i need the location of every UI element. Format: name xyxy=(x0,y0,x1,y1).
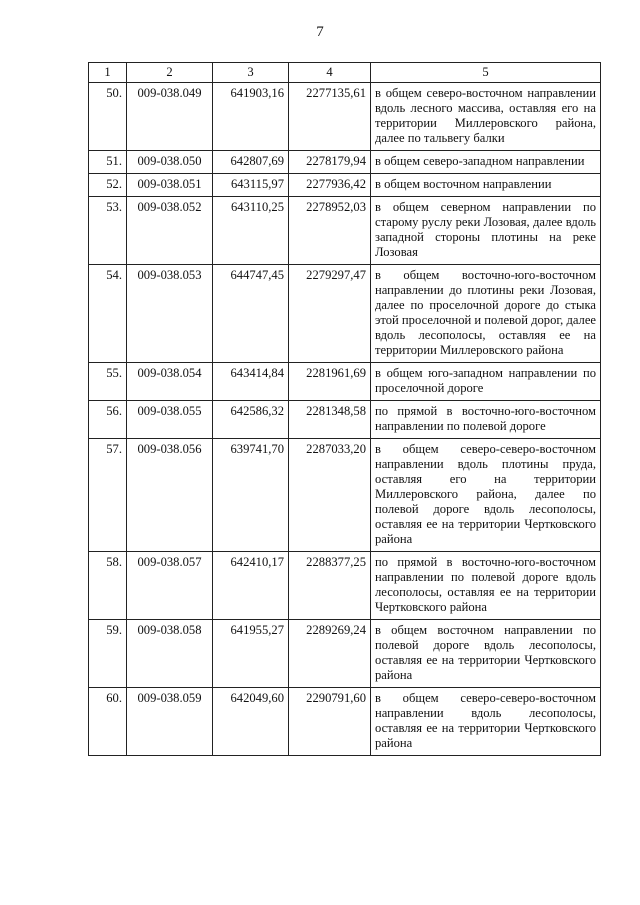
boundary-description: по прямой в восточно-юго-восточном направлении по полевой дороге xyxy=(371,401,601,439)
coordinate-y: 2277135,61 xyxy=(289,83,371,151)
table-row xyxy=(89,83,601,151)
row-number: 57. xyxy=(89,439,127,552)
point-id: 009-038.056 xyxy=(127,439,213,552)
boundary-description: по прямой в восточно-юго-восточном направлении по полевой дороге вдоль лесополосы, оставляя ее на территории Чертковского района xyxy=(371,552,601,620)
coordinate-y: 2288377,25 xyxy=(289,552,371,620)
boundary-description: в общем северо-восточном направлении вдоль лесного массива, оставляя его на территории Миллеровского района, далее по тальвегу балки xyxy=(371,83,601,151)
point-id: 009-038.050 xyxy=(127,151,213,174)
coordinate-y: 2279297,47 xyxy=(289,265,371,363)
coordinate-x: 641955,27 xyxy=(213,620,289,688)
row-number: 51. xyxy=(89,151,127,174)
coordinate-x: 643414,84 xyxy=(213,363,289,401)
boundary-description: в общем восточно-юго-восточном направлении до плотины реки Лозовая, далее по проселочной дороге до стыка этой проселочной и полевой дорог, далее вдоль лесополосы, оставляя ее на территории Миллеровского района xyxy=(371,265,601,363)
column-header: 5 xyxy=(371,63,601,83)
table-row xyxy=(89,552,601,620)
boundary-description: в общем восточном направлении по полевой дороге вдоль лесополосы, оставляя ее на территории Чертковского района xyxy=(371,620,601,688)
row-number: 54. xyxy=(89,265,127,363)
row-number: 53. xyxy=(89,197,127,265)
table-row xyxy=(89,620,601,688)
coordinate-x: 644747,45 xyxy=(213,265,289,363)
column-header: 1 xyxy=(89,63,127,83)
coordinate-x: 643110,25 xyxy=(213,197,289,265)
point-id: 009-038.049 xyxy=(127,83,213,151)
coordinate-y: 2278952,03 xyxy=(289,197,371,265)
coordinate-y: 2277936,42 xyxy=(289,174,371,197)
boundary-description: в общем юго-западном направлении по проселочной дороге xyxy=(371,363,601,401)
point-id: 009-038.057 xyxy=(127,552,213,620)
table-row xyxy=(89,265,601,363)
coordinate-y: 2281961,69 xyxy=(289,363,371,401)
table-header-row xyxy=(89,63,601,83)
row-number: 58. xyxy=(89,552,127,620)
point-id: 009-038.055 xyxy=(127,401,213,439)
coordinate-x: 641903,16 xyxy=(213,83,289,151)
coordinate-y: 2289269,24 xyxy=(289,620,371,688)
coordinate-y: 2287033,20 xyxy=(289,439,371,552)
coordinate-x: 642586,32 xyxy=(213,401,289,439)
point-id: 009-038.059 xyxy=(127,688,213,756)
table-row xyxy=(89,439,601,552)
column-header: 3 xyxy=(213,63,289,83)
table-row xyxy=(89,174,601,197)
boundary-description: в общем северо-северо-восточном направлении вдоль лесополосы, оставляя ее на территории Чертковского района xyxy=(371,688,601,756)
table-row xyxy=(89,688,601,756)
coordinate-x: 642410,17 xyxy=(213,552,289,620)
column-header: 2 xyxy=(127,63,213,83)
table-row xyxy=(89,401,601,439)
row-number: 59. xyxy=(89,620,127,688)
row-number: 55. xyxy=(89,363,127,401)
boundary-description: в общем северном направлении по старому руслу реки Лозовая, далее вдоль западной стороны плотины на реке Лозовая xyxy=(371,197,601,265)
point-id: 009-038.058 xyxy=(127,620,213,688)
table-row xyxy=(89,197,601,265)
coordinate-x: 643115,97 xyxy=(213,174,289,197)
coordinate-x: 642807,69 xyxy=(213,151,289,174)
row-number: 60. xyxy=(89,688,127,756)
row-number: 50. xyxy=(89,83,127,151)
table-row xyxy=(89,363,601,401)
coordinate-y: 2290791,60 xyxy=(289,688,371,756)
point-id: 009-038.054 xyxy=(127,363,213,401)
coordinate-y: 2278179,94 xyxy=(289,151,371,174)
boundary-description: в общем северо-западном направлении xyxy=(371,151,601,174)
point-id: 009-038.052 xyxy=(127,197,213,265)
point-id: 009-038.051 xyxy=(127,174,213,197)
column-header: 4 xyxy=(289,63,371,83)
coordinate-x: 642049,60 xyxy=(213,688,289,756)
point-id: 009-038.053 xyxy=(127,265,213,363)
boundary-description: в общем восточном направлении xyxy=(371,174,601,197)
boundary-description: в общем северо-северо-восточном направлении вдоль плотины пруда, оставляя его на территории Миллеровского района, далее по полевой дороге вдоль лесополосы, оставляя ее на территории Чертковского района xyxy=(371,439,601,552)
page-number: 7 xyxy=(316,24,324,40)
coordinate-x: 639741,70 xyxy=(213,439,289,552)
row-number: 52. xyxy=(89,174,127,197)
coordinate-y: 2281348,58 xyxy=(289,401,371,439)
boundary-points-table xyxy=(88,62,601,756)
table-row xyxy=(89,151,601,174)
row-number: 56. xyxy=(89,401,127,439)
